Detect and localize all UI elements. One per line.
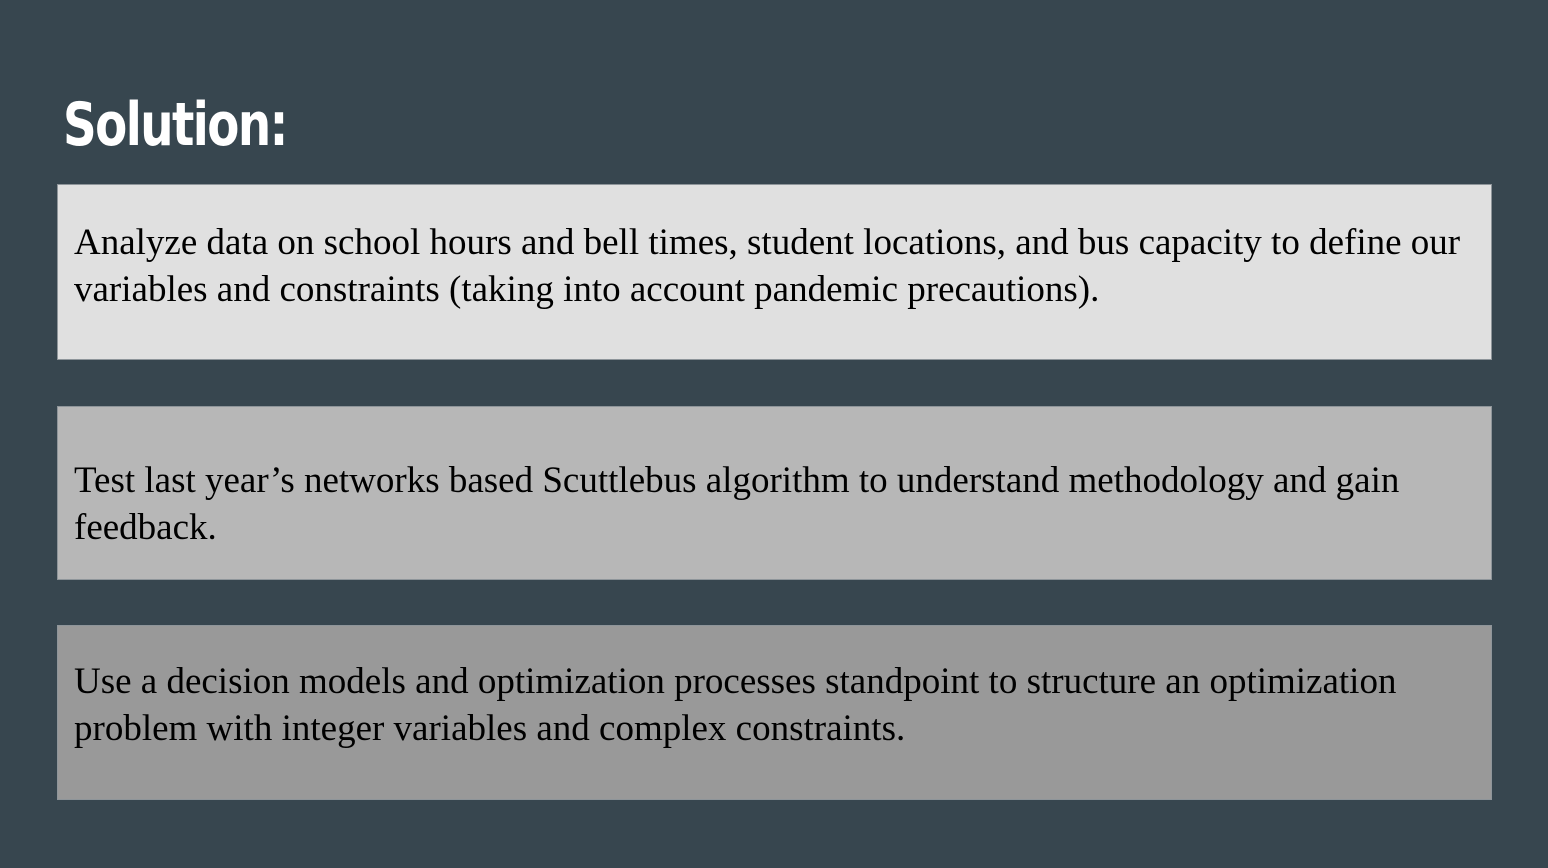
solution-step-text: Use a decision models and optimization processes standpoint to structure an optimization problem with integer variables and complex constraints. <box>74 661 1397 749</box>
solution-step-text: Analyze data on school hours and bell times, student locations, and bus capacity to define our variables and constraints (taking into account pandemic precautions). <box>74 222 1461 310</box>
solution-step-box-optimize <box>57 625 1492 800</box>
solution-step-box-analyze <box>57 184 1492 360</box>
solution-step-box-test <box>57 406 1492 580</box>
slide-title: Solution: <box>63 90 287 160</box>
solution-step-text: Test last year’s networks based Scuttlebus algorithm to understand methodology and gain feedback. <box>74 460 1400 548</box>
